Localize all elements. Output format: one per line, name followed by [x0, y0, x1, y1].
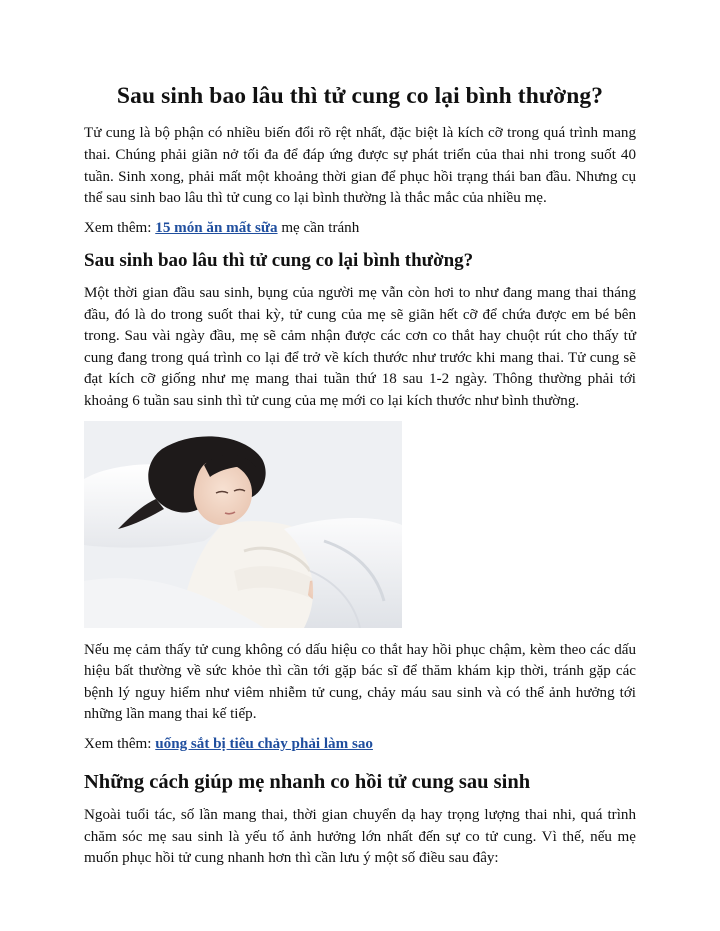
see-also-1-suffix: mẹ cần tránh	[277, 219, 360, 236]
woman-in-bed-illustration	[84, 421, 402, 628]
see-also-2-link[interactable]: uống sắt bị tiêu chảy phải làm sao	[155, 736, 373, 753]
section-1-heading: Sau sinh bao lâu thì tử cung co lại bình thường?	[84, 250, 474, 272]
document-page	[84, 82, 636, 878]
see-also-2	[84, 734, 636, 756]
intro-paragraph: Tử cung là bộ phận có nhiều biến đổi rõ rệt nhất, đặc biệt là kích cỡ trong quá trình mang thai. Chúng phải giãn nở tối đa để đáp ứng được sự phát triển của thai nhi trong suốt 40 tuần. Sinh xong, phải mất một khoảng thời gian để phục hồi trạng thái ban đầu. Nhưng cụ thể sau sinh bao lâu thì tử cung co lại bình thường là thắc mắc của nhiều mẹ.	[84, 125, 636, 207]
article-title: Sau sinh bao lâu thì tử cung co lại bình thường?	[116, 83, 604, 109]
woman-in-bed-photo	[84, 421, 402, 628]
section-2-heading: Những cách giúp mẹ nhanh co hồi tử cung sau sinh	[84, 770, 531, 793]
section-1-paragraph: Một thời gian đầu sau sinh, bụng của người mẹ vẫn còn hơi to như đang mang thai tháng đầu, đó là do trong suốt thai kỳ, tử cung của mẹ sẽ giãn hết cỡ để chứa được em bé bên trong. Sau vài ngày đầu, mẹ sẽ cảm nhận được các cơn co thắt hay chuột rút cho thấy tử cung đang trong quá trình co lại để trở về kích thước như trước khi mang thai. Tử cung sẽ đạt kích cỡ giống như mẹ mang thai tuần thứ 18 sau 1-2 ngày. Thông thường phải tới khoảng 6 tuần sau sinh thì tử cung của mẹ mới co lại kích thước như bình thường.	[84, 285, 636, 410]
see-also-1-link[interactable]: 15 món ăn mất sữa	[155, 219, 278, 236]
see-also-2-prefix: Xem thêm:	[84, 736, 156, 753]
after-image-paragraph: Nếu mẹ cảm thấy tử cung không có dấu hiệu co thắt hay hồi phục chậm, kèm theo các dấu hiệu bất thường về sức khỏe thì cần tới gặp bác sĩ để thăm khám kịp thời, tránh gặp các bệnh lý nguy hiểm như viêm nhiễm tử cung, chảy máu sau sinh và có thể ảnh hưởng tới những lần mang thai kế tiếp.	[84, 641, 636, 723]
see-also-1-prefix: Xem thêm:	[84, 219, 156, 236]
see-also-1	[84, 218, 636, 240]
section-2-paragraph: Ngoài tuổi tác, số lần mang thai, thời gian chuyển dạ hay trọng lượng thai nhi, quá trình chăm sóc mẹ sau sinh là yếu tố ảnh hưởng lớn nhất đến sự co tử cung. Vì thế, nếu mẹ muốn phục hồi tử cung nhanh hơn thì cần lưu ý một số điều sau đây:	[84, 807, 636, 867]
